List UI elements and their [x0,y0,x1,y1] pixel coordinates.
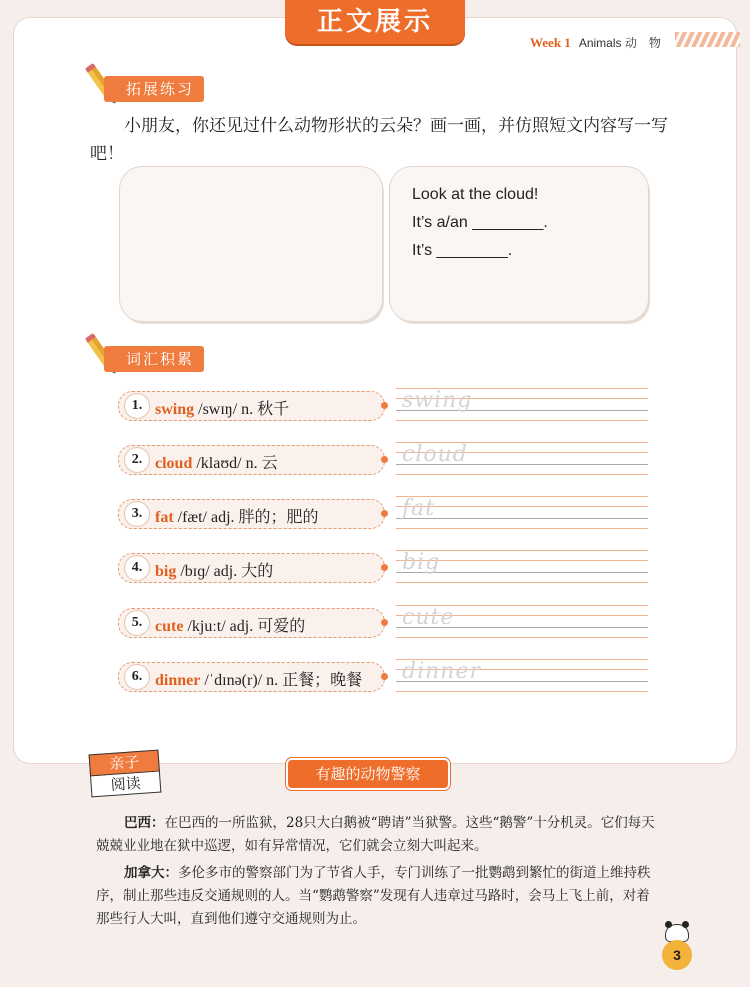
vocab-definition: /klaʊd/ n. 云 [192,455,278,472]
vocab-entry [155,504,319,527]
week-label [530,34,661,51]
week-number: Week 1 [530,35,571,50]
tracing-word: cute [402,605,455,630]
page-title: 正文展示 [285,0,465,44]
vocab-number: 4. [125,556,149,580]
vocab-word: swing [155,401,195,418]
vocab-item [118,608,385,638]
vocab-number: 1. [125,394,149,418]
vocab-definition: /bɪɡ/ adj. 大的 [176,563,274,580]
panda-icon [666,925,688,941]
tracing-word: fat [402,496,436,521]
vocab-definition: /kjuːt/ adj. 可爱的 [183,618,306,635]
handwriting-lines[interactable] [396,603,648,633]
page-number: 3 [662,940,692,970]
bullet-dot [381,510,388,517]
vocab-definition: /fæt/ adj. 胖的；肥的 [173,509,319,526]
extension-heading: 拓展练习 [104,76,204,102]
reading-badge [89,750,162,799]
tracing-word: swing [402,388,473,413]
vocab-entry [155,558,273,581]
tracing-word: cloud [402,442,468,467]
vocab-entry [155,450,278,473]
vocab-item [118,391,385,421]
vocab-item [118,445,385,475]
writing-box[interactable] [390,167,648,321]
vocab-item [118,553,385,583]
badge-bottom: 阅读 [90,772,161,798]
vocab-word: dinner [155,672,201,689]
vocabulary-heading: 词汇积累 [104,346,204,372]
vocab-entry [155,613,305,636]
template-line[interactable]: It’s ________. [412,242,513,259]
story-paragraph-canada [96,862,656,931]
handwriting-lines[interactable] [396,657,648,687]
story-label: 加拿大： [124,865,178,881]
bullet-dot [381,456,388,463]
template-line: Look at the cloud! [412,186,539,203]
vocab-word: cute [155,618,184,635]
reading-title: 有趣的动物警察 [288,760,448,788]
vocab-entry [155,396,289,419]
vocab-item [118,499,385,529]
handwriting-lines[interactable] [396,440,648,470]
extension-instruction [90,112,680,168]
instruction-text: 小朋友，你还见过什么动物形状的云朵？画一画，并仿照短文内容写一写吧！ [90,116,668,164]
bullet-dot [381,564,388,571]
vocab-number: 5. [125,611,149,635]
vocab-definition: /ˈdɪnə(r)/ n. 正餐；晚餐 [200,672,363,689]
story-paragraph-brazil [96,812,656,858]
handwriting-lines[interactable] [396,494,648,524]
vocab-word: cloud [155,455,193,472]
vocab-number: 3. [125,502,149,526]
bullet-dot [381,402,388,409]
handwriting-lines[interactable] [396,548,648,578]
vocab-word: fat [155,509,174,526]
week-topic: Animals 动 物 [578,36,661,50]
story-text: 多伦多市的警察部门为了节省人手，专门训练了一批鹦鹉到繁忙的街道上维持秩序，制止那些违反交通规则的人。当“鹦鹉警察”发现有人违章过马路时，会马上飞上前，对着那些行人大叫，直到他们遵守交通规则为止。 [96,865,651,927]
vocab-number: 6. [125,665,149,689]
bullet-dot [381,619,388,626]
story-label: 巴西： [124,815,165,831]
vocab-number: 2. [125,448,149,472]
writing-template [412,181,548,265]
vocab-entry [155,667,362,690]
badge-top: 亲子 [89,750,160,777]
drawing-box[interactable] [120,167,382,321]
bullet-dot [381,673,388,680]
story-text: 在巴西的一所监狱，28只大白鹅被“聘请”当狱警。这些“鹅警”十分机灵。它们每天兢兢业业地在狱中巡逻，如有异常情况，它们就会立刻大叫起来。 [96,815,655,854]
handwriting-lines[interactable] [396,386,648,416]
tracing-word: dinner [402,659,481,684]
decorative-stripes [675,32,740,47]
vocab-definition: /swɪŋ/ n. 秋千 [194,401,290,418]
vocab-item [118,662,385,692]
tracing-word: big [402,550,441,575]
template-line[interactable]: It’s a/an ________. [412,214,548,231]
vocab-word: big [155,563,177,580]
